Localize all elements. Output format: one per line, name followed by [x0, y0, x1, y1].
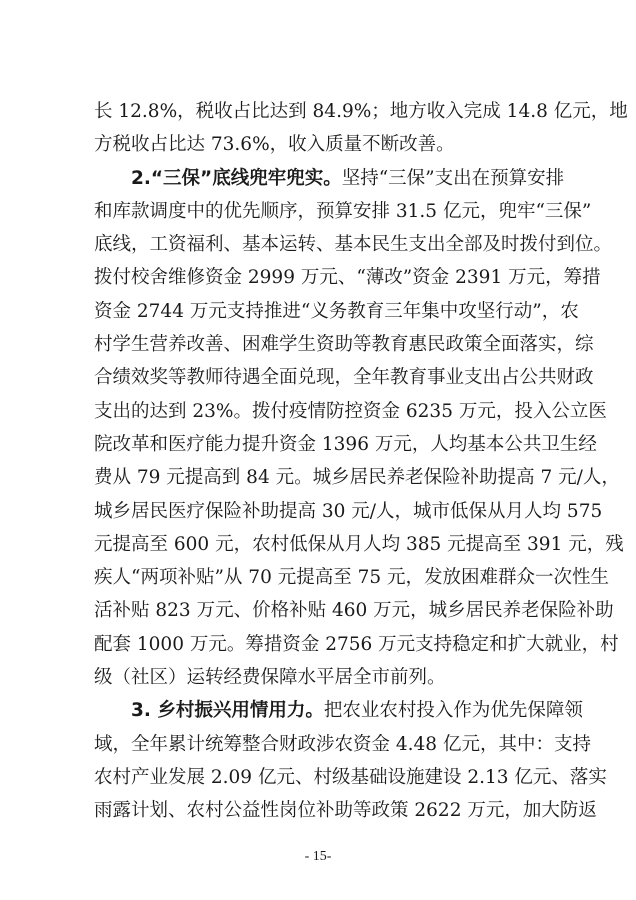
- text-line-first: [94, 694, 583, 727]
- text-line: 费从 79 元提高到 84 元。城乡居民养老保险补助提高 7 元/人，: [94, 467, 620, 489]
- text-line: 院改革和医疗能力提升资金 1396 万元，人均基本公共卫生经: [94, 433, 597, 455]
- text-line: 城乡居民医疗保险补助提高 30 元/人，城市低保从月人均 575: [94, 500, 603, 522]
- text-line: 方税收占比达 73.6%，收入质量不断改善。: [94, 134, 455, 156]
- text-line: 雨露计划、农村公益性岗位补助等政策 2622 万元，加大防返: [94, 800, 597, 822]
- text-line: 合绩效奖等教师待遇全面兑现，全年教育事业支出占公共财政: [94, 367, 594, 389]
- text-line: 拨付校舍维修资金 2999 万元、“薄改”资金 2391 万元，筹措: [94, 267, 601, 289]
- text-line: 配套 1000 万元。筹措资金 2756 万元支持稳定和扩大就业，村: [94, 633, 619, 655]
- text-span: 坚持“三保”支出在预算安排: [341, 167, 565, 189]
- text-line: 村学生营养改善、困难学生资助等教育惠民政策全面落实，综: [94, 334, 594, 356]
- text-line: 底线，工资福利、基本运转、基本民生支出全部及时拨付到位。: [94, 234, 613, 256]
- text-line: 长 12.8%，税收占比达到 84.9%；地方收入完成 14.8 亿元，地: [94, 101, 628, 122]
- text-line: 域，全年累计统筹整合财政涉农资金 4.48 亿元，其中：支持: [94, 733, 591, 755]
- text-line: 元提高至 600 元，农村低保从月人均 385 元提高至 391 元，残: [94, 533, 624, 555]
- text-line: 资金 2744 万元支持推进“义务教育三年集中攻坚行动”，农: [94, 300, 579, 322]
- page-number: - 15-: [304, 849, 332, 864]
- text-line: 活补贴 823 万元、价格补贴 460 万元，城乡居民养老保险补助: [94, 600, 614, 622]
- text-line: 支出的达到 23%。拨付疫情防控资金 6235 万元，投入公立医: [94, 400, 607, 422]
- text-span: 把农业农村投入作为优先保障领: [323, 700, 583, 722]
- text-line: 级（社区）运转经费保障水平居全市前列。: [94, 667, 446, 689]
- paragraph-revenue-continuation: [94, 95, 628, 162]
- text-line: 农村产业发展 2.09 亿元、村级基础设施建设 2.13 亿元、落实: [94, 766, 607, 788]
- paragraph-rural-revitalization: [94, 694, 607, 827]
- document-body: [94, 95, 628, 828]
- text-line: 疾人“两项补贴”从 70 元提高至 75 元，发放困难群众一次性生: [94, 567, 610, 589]
- paragraph-three-guarantees: [94, 162, 624, 695]
- text-line-first: [94, 162, 565, 195]
- text-line: 和库款调度中的优先顺序，预算安排 31.5 亿元，兜牢“三保”: [94, 200, 592, 222]
- section-heading-three-guarantees: 2.“三保”底线兜牢兜实。: [131, 167, 342, 189]
- section-heading-rural-revitalization: 3. 乡村振兴用情用力。: [131, 700, 324, 722]
